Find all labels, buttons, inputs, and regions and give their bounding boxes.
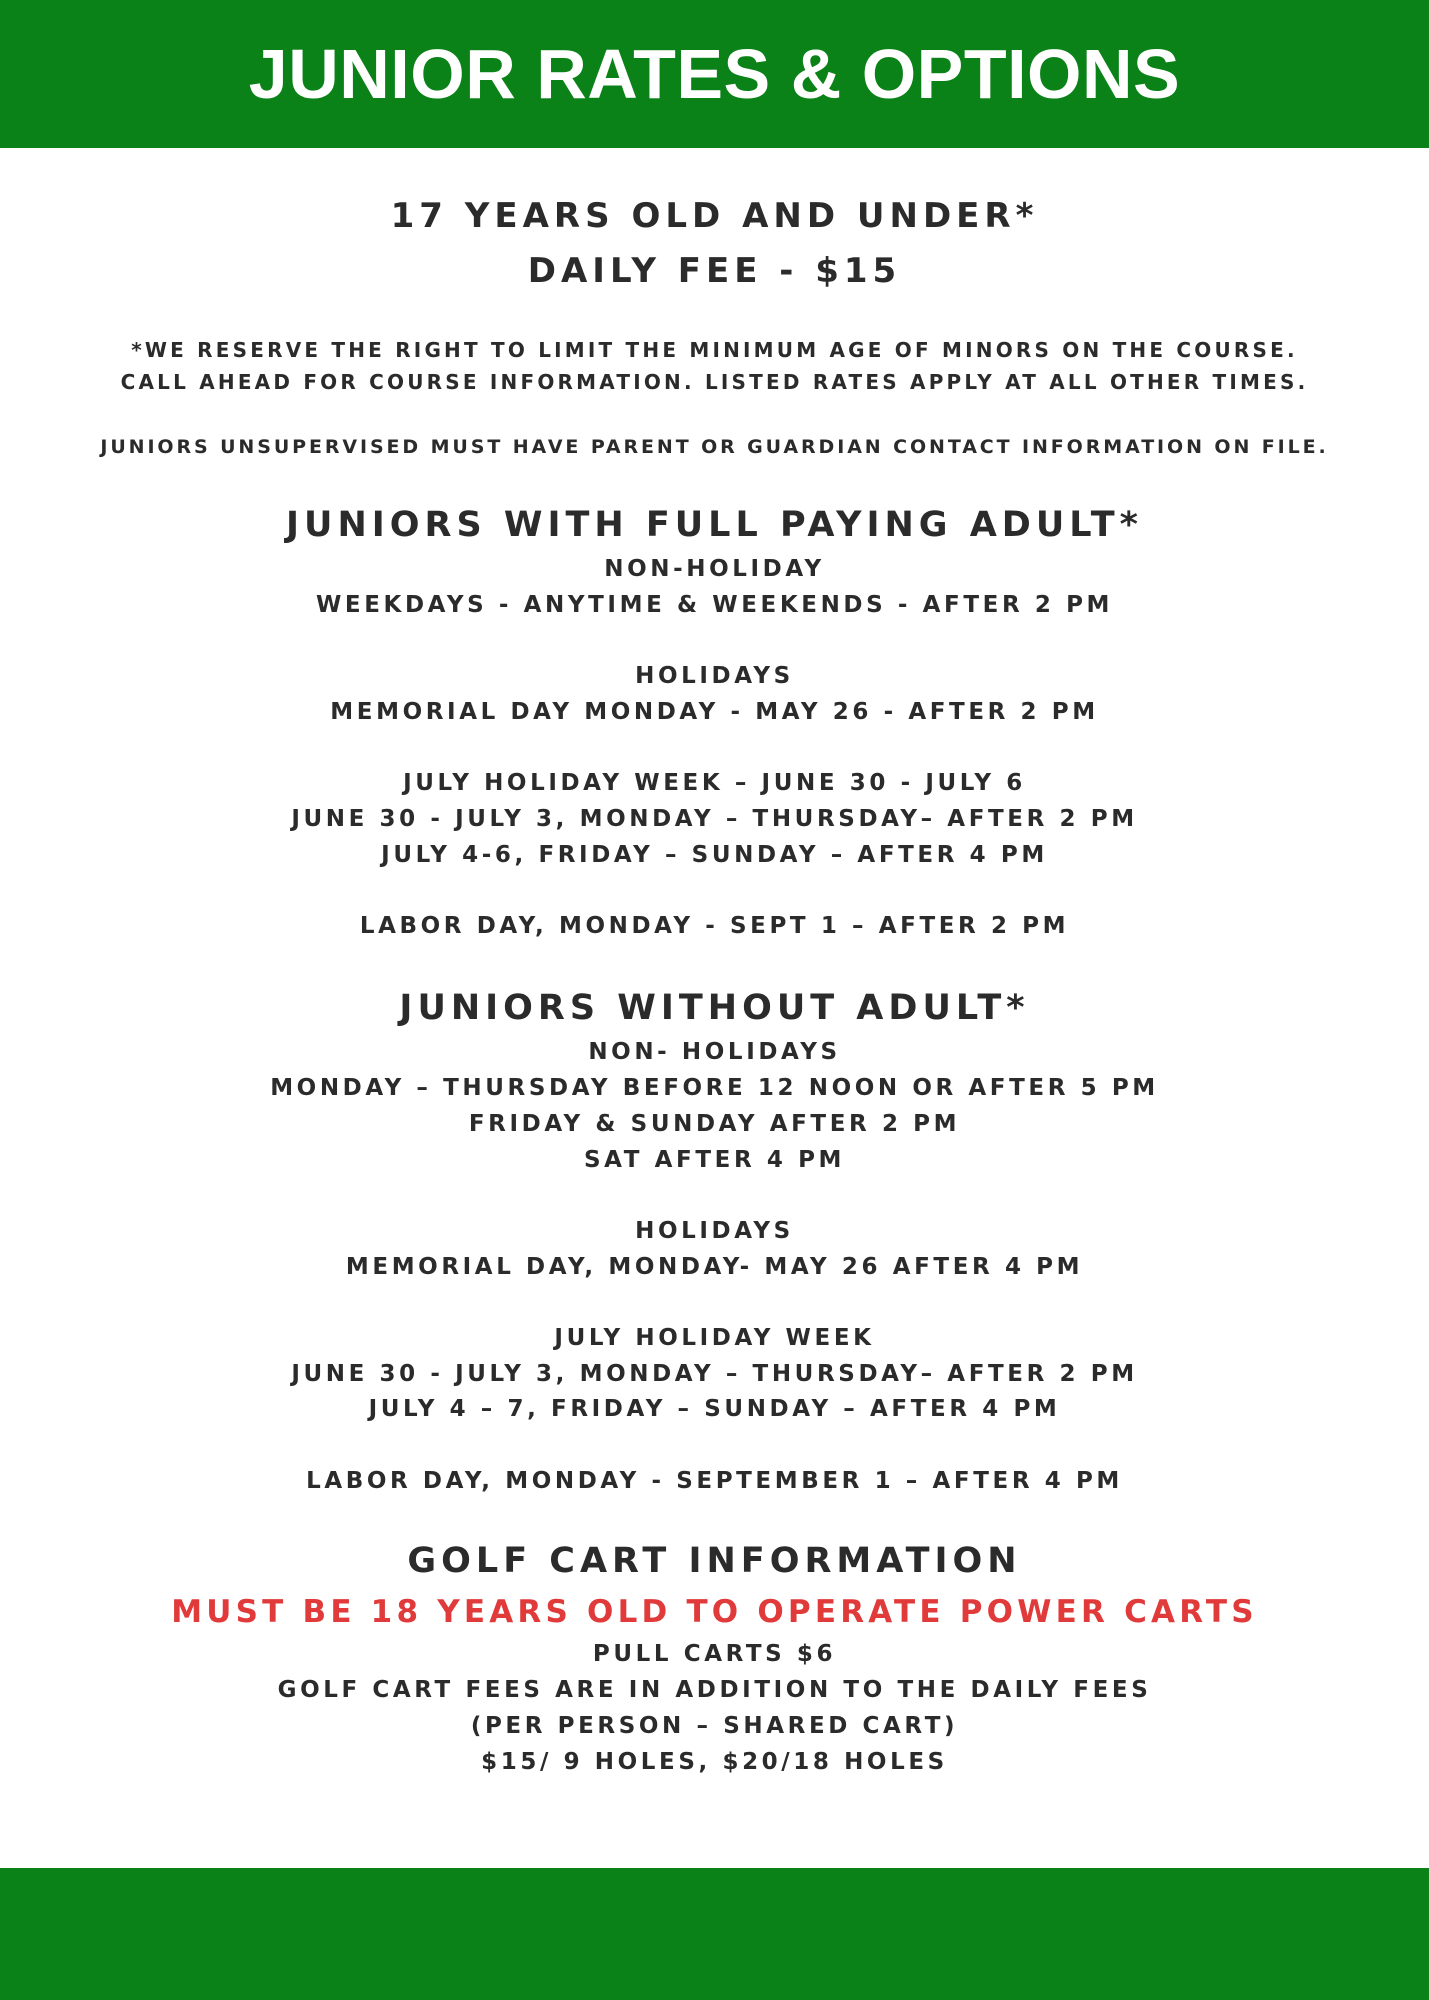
golf-cart-heading: GOLF CART INFORMATION — [407, 1541, 1022, 1581]
without-adult-non-holiday-label: NON- HOLIDAYS — [588, 1039, 841, 1065]
with-adult-july-weekdays: JUNE 30 - JULY 3, MONDAY – THURSDAY– AFTER 2 PM — [291, 806, 1138, 832]
per-person-note: (PER PERSON – SHARED CART) — [470, 1713, 959, 1739]
with-adult-july-weekend: JULY 4-6, FRIDAY – SUNDAY – AFTER 4 PM — [381, 842, 1048, 868]
with-adult-holidays-label: HOLIDAYS — [635, 663, 794, 689]
without-adult-heading: JUNIORS WITHOUT ADULT* — [399, 988, 1030, 1028]
with-adult-labor-day: LABOR DAY, MONDAY - SEPT 1 – AFTER 2 PM — [359, 913, 1070, 939]
age-limit-line: 17 YEARS OLD AND UNDER* — [390, 196, 1039, 236]
without-adult-july-weekend: JULY 4 – 7, FRIDAY – SUNDAY – AFTER 4 PM — [368, 1396, 1061, 1422]
with-adult-memorial-day: MEMORIAL DAY MONDAY - MAY 26 - AFTER 2 PM — [330, 699, 1099, 725]
with-adult-non-holiday-label: NON-HOLIDAY — [604, 556, 825, 582]
without-adult-mon-thu: MONDAY – THURSDAY BEFORE 12 NOON OR AFTER 5 PM — [270, 1075, 1159, 1101]
power-cart-age-warning: MUST BE 18 YEARS OLD TO OPERATE POWER CARTS — [171, 1594, 1258, 1630]
with-adult-non-holiday-times: WEEKDAYS - ANYTIME & WEEKENDS - AFTER 2 PM — [315, 592, 1114, 618]
without-adult-memorial-day: MEMORIAL DAY, MONDAY- MAY 26 AFTER 4 PM — [345, 1254, 1084, 1280]
header-banner — [0, 0, 1429, 148]
cart-hole-prices: $15/ 9 HOLES, $20/18 HOLES — [481, 1749, 948, 1775]
without-adult-sat: SAT AFTER 4 PM — [583, 1147, 846, 1173]
without-adult-labor-day: LABOR DAY, MONDAY - SEPTEMBER 1 – AFTER 4 PM — [306, 1468, 1123, 1494]
cart-fees-note: GOLF CART FEES ARE IN ADDITION TO THE DAILY FEES — [277, 1677, 1152, 1703]
call-ahead-note: CALL AHEAD FOR COURSE INFORMATION. LISTED RATES APPLY AT ALL OTHER TIMES. — [120, 370, 1309, 394]
without-adult-july-week: JULY HOLIDAY WEEK — [554, 1325, 875, 1351]
without-adult-holidays-label: HOLIDAYS — [635, 1218, 794, 1244]
unsupervised-note: JUNIORS UNSUPERVISED MUST HAVE PARENT OR GUARDIAN CONTACT INFORMATION ON FILE. — [100, 436, 1329, 458]
with-adult-heading: JUNIORS WITH FULL PAYING ADULT* — [286, 505, 1143, 545]
without-adult-fri-sun: FRIDAY & SUNDAY AFTER 2 PM — [468, 1111, 961, 1137]
daily-fee-line: DAILY FEE - $15 — [527, 251, 902, 291]
with-adult-july-week: JULY HOLIDAY WEEK – JUNE 30 - JULY 6 — [403, 770, 1026, 796]
age-policy-note: *WE RESERVE THE RIGHT TO LIMIT THE MINIMUM AGE OF MINORS ON THE COURSE. — [131, 338, 1298, 362]
page-title: JUNIOR RATES & OPTIONS — [248, 35, 1181, 113]
without-adult-july-weekdays: JUNE 30 - JULY 3, MONDAY – THURSDAY– AFTER 2 PM — [291, 1361, 1138, 1387]
footer-banner — [0, 1868, 1429, 2000]
pull-carts-price: PULL CARTS $6 — [592, 1641, 837, 1667]
